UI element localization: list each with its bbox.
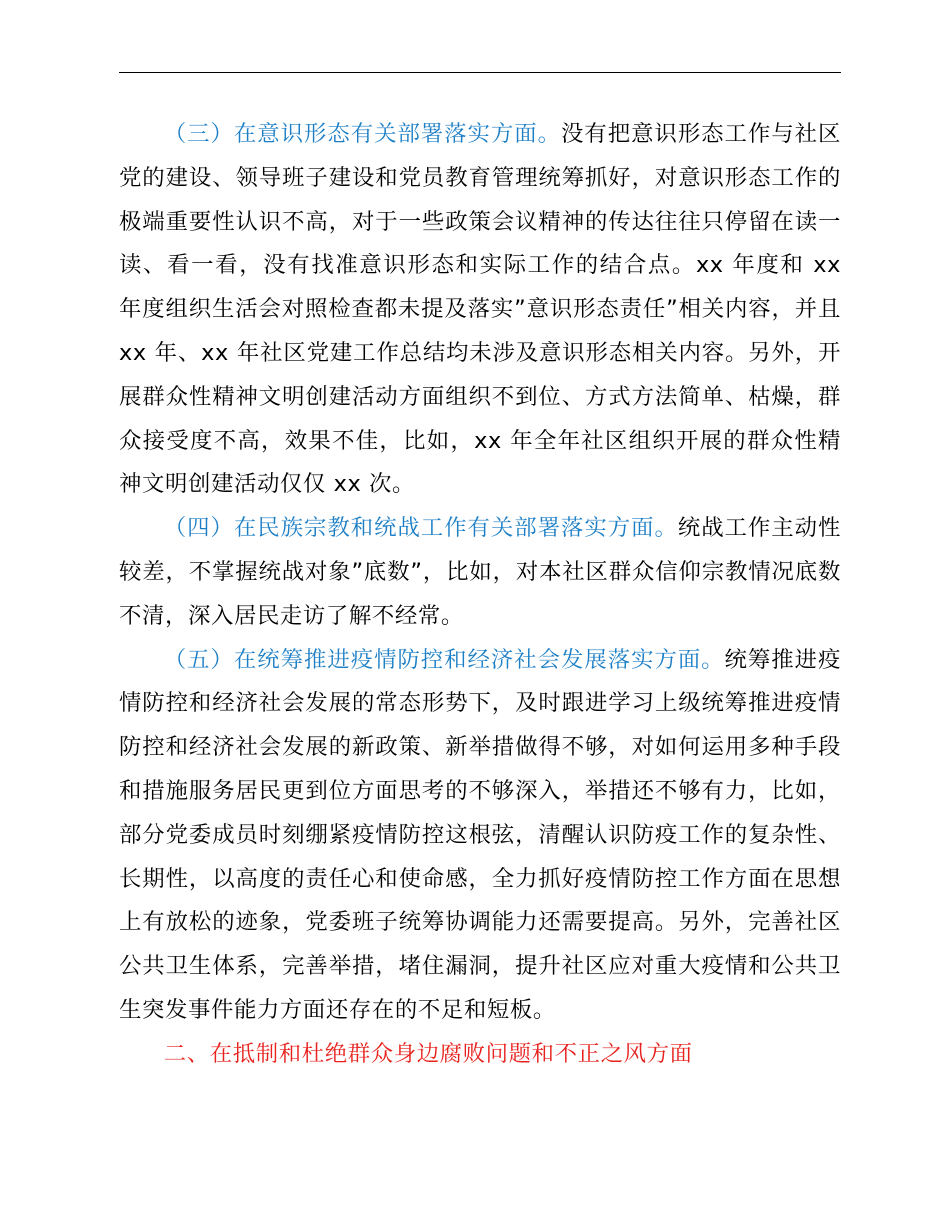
paragraph-five: [119, 639, 841, 1033]
paragraph-three: [119, 113, 841, 507]
document-body: [119, 113, 841, 1077]
paragraph-four-body: 统战工作主动性较差，不掌握统战对象”底数”，比如，对本社区群众信仰宗教情况底数不清，深入居民走访了解不经常。: [119, 515, 842, 629]
paragraph-three-body: 没有把意识形态工作与社区党的建设、领导班子建设和党员教育管理统筹抓好，对意识形态工作的极端重要性认识不高，对于一些政策会议精神的传达往往只停留在读一读、看一看，没有找准意识形态和实际工作的结合点。xx 年度和 xx 年度组织生活会对照检查都未提及落实”意识形态责任”相关内容，并且 xx 年、xx 年社区党建工作总结均未涉及意识形态相关内容。另外，开展群众性精神文明创建活动方面组织不到位、方式方法简单、枯燥，群众接受度不高，效果不佳，比如，xx 年全年社区组织开展的群众性精神文明创建活动仅仅 xx 次。: [119, 121, 842, 498]
header-rule: [119, 72, 841, 73]
paragraph-three-heading: （三）在意识形态有关部署落实方面。: [163, 121, 561, 147]
paragraph-five-body: 统筹推进疫情防控和经济社会发展的常态形势下，及时跟进学习上级统筹推进疫情防控和经济社会发展的新政策、新举措做得不够，对如何运用多种手段和措施服务居民更到位方面思考的不够深入，举措还不够有力，比如，部分党委成员时刻绷紧疫情防控这根弦，清醒认识防疫工作的复杂性、长期性，以高度的责任心和使命感，全力抓好疫情防控工作方面在思想上有放松的迹象，党委班子统筹协调能力还需要提高。另外，完善社区公共卫生体系，完善举措，堵住漏洞，提升社区应对重大疫情和公共卫生突发事件能力方面还存在的不足和短板。: [119, 646, 841, 1023]
paragraph-four: [119, 507, 841, 638]
paragraph-four-heading: （四）在民族宗教和统战工作有关部署落实方面。: [163, 515, 678, 542]
section-two-title: 二、在抵制和杜绝群众身边腐败问题和不正之风方面: [163, 1040, 693, 1067]
paragraph-five-heading: （五）在统筹推进疫情防控和经济社会发展落实方面。: [163, 646, 725, 673]
